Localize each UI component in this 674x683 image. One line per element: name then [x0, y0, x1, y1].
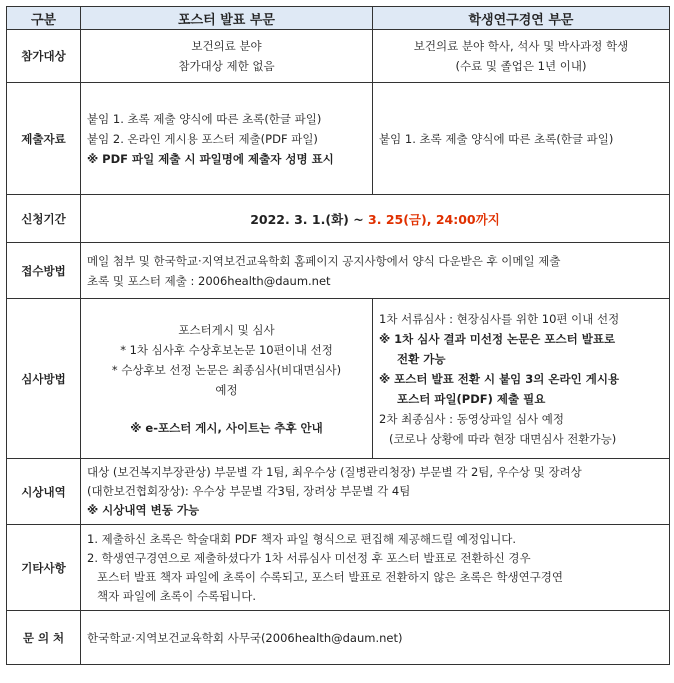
target-student-line: 보건의료 분야 학사, 석사 및 박사과정 학생: [413, 39, 629, 53]
row-awards: [7, 459, 670, 525]
review-student-line: 2차 최종심사 : 동영상파일 심사 예정: [379, 411, 564, 426]
target-poster: [81, 30, 373, 83]
submission-poster: [81, 83, 373, 195]
spacer: [87, 400, 366, 418]
review-poster-line: * 1차 심사후 수상후보논문 10편이내 선정: [120, 342, 333, 357]
info-table: [6, 6, 670, 665]
submission-poster-line: 붙임 1. 초록 제출 양식에 따른 초록(한글 파일): [87, 111, 322, 126]
awards-line: 대상 (보건복지부장관상) 부문별 각 1팀, 최우수상 (질병관리청장) 부문별 각 2팀, 우수상 및 장려상: [87, 465, 582, 479]
other-value: [81, 525, 670, 611]
row-method: [7, 243, 670, 299]
other-line: 책자 파일에 초록이 수록됩니다.: [97, 588, 257, 603]
awards-note: ※ 시상내역 변동 가능: [87, 503, 200, 517]
review-student: [373, 299, 670, 459]
review-student-note: ※ 1차 심사 결과 미선정 논문은 포스터 발표로: [379, 331, 616, 346]
row-label-submission: 제출자료: [7, 83, 81, 195]
submission-student: [373, 83, 670, 195]
header-category: 구분: [7, 7, 81, 30]
submission-poster-note: ※ PDF 파일 제출 시 파일명에 제출자 성명 표시: [87, 151, 334, 166]
submission-poster-line: 붙임 2. 온라인 게시용 포스터 제출(PDF 파일): [87, 131, 318, 146]
review-student-line: 1차 서류심사 : 현장심사를 위한 10편 이내 선정: [379, 311, 620, 326]
other-line: 포스터 발표 책자 파일에 초록이 수록되고, 포스터 발표로 전환하지 않은 초록은 학생연구경연: [97, 569, 564, 584]
target-student-line: (수료 및 졸업은 1년 이내): [455, 59, 587, 73]
review-poster-line: 포스터게시 및 심사: [178, 322, 275, 337]
target-poster-line: 보건의료 분야: [191, 39, 262, 53]
period-end: 3. 25(금), 24:00까지: [368, 211, 500, 227]
review-student-note: ※ 포스터 발표 전환 시 붙임 3의 온라인 게시용: [379, 371, 620, 386]
review-poster-line: 예정: [215, 382, 238, 397]
row-period: [7, 195, 670, 243]
row-contact: [7, 611, 670, 665]
other-line: 2. 학생연구경연으로 제출하셨다가 1차 서류심사 미선정 후 포스터 발표로 전환하신 경우: [87, 550, 531, 565]
target-student: [373, 30, 670, 83]
contact-value: 한국학교·지역보건교육학회 사무국(2006health@daum.net): [81, 611, 670, 665]
review-student-note: 전환 가능: [397, 351, 446, 366]
row-target: [7, 30, 670, 83]
row-label-method: 접수방법: [7, 243, 81, 299]
review-poster: [81, 299, 373, 459]
row-other: [7, 525, 670, 611]
header-student: 학생연구경연 부문: [373, 7, 670, 30]
awards-line: (대한보건협회장상): 우수상 부문별 각3팀, 장려상 부문별 각 4팀: [87, 484, 411, 498]
other-line: 1. 제출하신 초록은 학술대회 PDF 책자 파일 형식으로 편집해 제공해드릴 예정입니다.: [87, 531, 517, 546]
row-label-awards: 시상내역: [7, 459, 81, 525]
row-submission: [7, 83, 670, 195]
row-label-target: 참가대상: [7, 30, 81, 83]
header-row: [7, 7, 670, 30]
submission-student-line: 붙임 1. 초록 제출 양식에 따른 초록(한글 파일): [379, 131, 614, 146]
header-poster: 포스터 발표 부문: [81, 7, 373, 30]
awards-value: [81, 459, 670, 525]
target-poster-line: 참가대상 제한 없음: [178, 59, 275, 73]
method-value: [81, 243, 670, 299]
method-line: 초록 및 포스터 제출 : 2006health@daum.net: [87, 273, 331, 288]
period-start: 2022. 3. 1.(화) ~: [250, 211, 369, 227]
review-poster-note: ※ e-포스터 게시, 사이트는 추후 안내: [130, 420, 323, 435]
row-label-review: 심사방법: [7, 299, 81, 459]
period-value: [81, 195, 670, 243]
review-poster-line: * 수상후보 선정 논문은 최종심사(비대면심사): [111, 362, 342, 377]
row-label-other: 기타사항: [7, 525, 81, 611]
row-label-contact: 문 의 처: [7, 611, 81, 665]
row-label-period: 신청기간: [7, 195, 81, 243]
method-line: 메일 첨부 및 한국학교·지역보건교육학회 홈페이지 공지사항에서 양식 다운받은 후 이메일 제출: [87, 253, 561, 268]
review-student-line: (코로나 상황에 따라 현장 대면심사 전환가능): [389, 431, 617, 446]
row-review: [7, 299, 670, 459]
review-student-note: 포스터 파일(PDF) 제출 필요: [397, 391, 546, 406]
